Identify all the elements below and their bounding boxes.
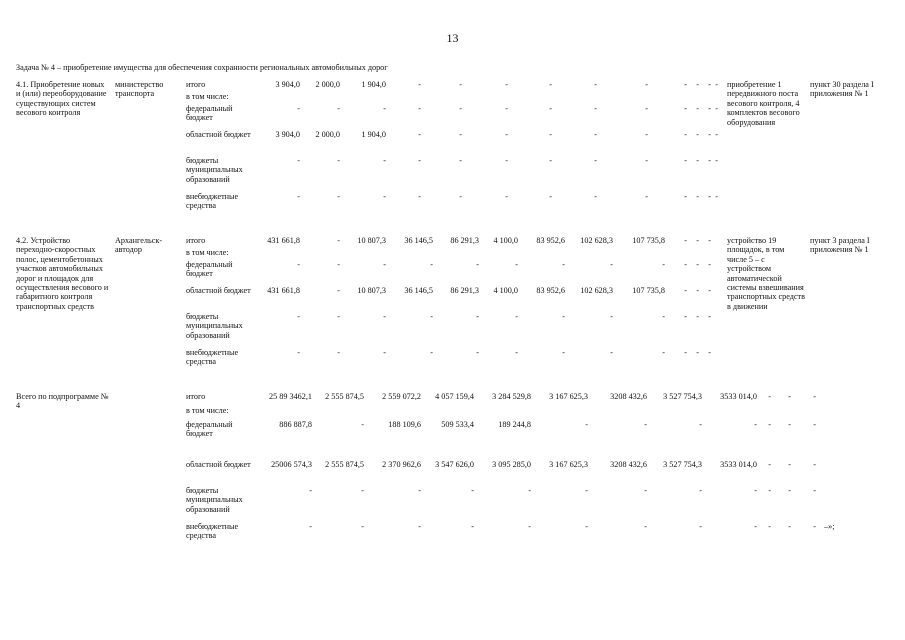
value-cell: - (696, 260, 699, 269)
value-cell: - (768, 420, 771, 429)
source-label: внебюджетные средства (186, 522, 239, 541)
value-cell: - (813, 460, 816, 469)
value-cell: - (297, 348, 300, 357)
value-cell: - (662, 348, 665, 357)
value-cell: - (476, 312, 479, 321)
value-cell: 3208 432,6 (610, 392, 647, 401)
value-cell: - (476, 348, 479, 357)
value-cell: - (361, 486, 364, 495)
value-cell: - (610, 348, 613, 357)
value-cell: - (696, 312, 699, 321)
value-cell: - (594, 80, 597, 89)
value-cell: 10 807,3 (357, 236, 386, 245)
value-cell: - (585, 522, 588, 531)
value-cell: - (696, 80, 699, 89)
value-cell: - (297, 260, 300, 269)
value-cell: - (696, 156, 699, 165)
value-cell: - (696, 104, 699, 113)
value-cell: - (768, 522, 771, 531)
value-cell: - (430, 312, 433, 321)
value-cell: - (813, 392, 816, 401)
section-link: пункт 3 раздела I приложения № 1 (810, 236, 870, 255)
value-cell: - (476, 260, 479, 269)
value-cell: - (361, 420, 364, 429)
value-cell: - (585, 420, 588, 429)
value-cell: - (699, 420, 702, 429)
value-cell: - (644, 486, 647, 495)
value-cell: - (788, 420, 791, 429)
value-cell: 102 628,3 (580, 286, 613, 295)
value-cell: - (684, 104, 687, 113)
value-cell: - (418, 80, 421, 89)
value-cell: 509 533,4 (441, 420, 474, 429)
source-label: бюджеты муниципальных образований (186, 486, 243, 514)
source-label: итого (186, 392, 206, 401)
value-cell: - (684, 312, 687, 321)
value-cell: 189 244,8 (498, 420, 531, 429)
source-label: бюджеты муниципальных образований (186, 156, 243, 184)
value-cell: - (594, 156, 597, 165)
page-number: 13 (446, 31, 459, 45)
source-label: областной бюджет (186, 460, 251, 469)
value-cell: - (471, 486, 474, 495)
source-label: федеральный бюджет (186, 260, 233, 279)
value-cell: - (549, 156, 552, 165)
value-cell: - (708, 156, 711, 165)
value-cell: - (528, 486, 531, 495)
value-cell: - (696, 130, 699, 139)
value-cell: 2 555 874,5 (325, 392, 364, 401)
value-cell: 1 904,0 (361, 80, 386, 89)
value-cell: - (549, 130, 552, 139)
value-cell: - (708, 286, 711, 295)
value-cell: - (515, 312, 518, 321)
value-cell: 3 167 625,3 (549, 392, 588, 401)
value-cell: 3 284 529,8 (492, 392, 531, 401)
value-cell: - (337, 104, 340, 113)
value-cell: - (528, 522, 531, 531)
value-cell: - (788, 486, 791, 495)
value-cell: 2 370 962,6 (382, 460, 421, 469)
value-cell: - (418, 486, 421, 495)
value-cell: - (788, 522, 791, 531)
source-label: в том числе: (186, 406, 229, 415)
value-cell: - (361, 522, 364, 531)
value-cell: - (684, 192, 687, 201)
section-title: Всего по подпрограмме № 4 (16, 392, 109, 411)
value-cell: 2 555 874,5 (325, 460, 364, 469)
section-title: 4.2. Устройство переходно-скоростных полос, цементобетонных участков автомобильных дорог и площадок для осуществления весового и габаритного контроля транспортных средств (16, 236, 109, 311)
closing-mark: –»; (824, 522, 835, 531)
value-cell: - (645, 130, 648, 139)
value-cell: - (715, 80, 718, 89)
value-cell: - (813, 522, 816, 531)
value-cell: 4 057 159,4 (435, 392, 474, 401)
value-cell: - (594, 192, 597, 201)
value-cell: 3533 014,0 (720, 460, 757, 469)
value-cell: - (562, 348, 565, 357)
value-cell: - (684, 80, 687, 89)
value-cell: - (699, 486, 702, 495)
section-result: устройство 19 площадок, в том числе 5 – с устройством автоматической системы взвешивания транспортных средств в движении (727, 236, 805, 311)
value-cell: 3533 014,0 (720, 392, 757, 401)
value-cell: - (505, 104, 508, 113)
value-cell: 107 735,8 (632, 236, 665, 245)
value-cell: - (337, 192, 340, 201)
value-cell: - (684, 260, 687, 269)
value-cell: - (696, 348, 699, 357)
value-cell: 3 904,0 (275, 130, 300, 139)
value-cell: - (383, 192, 386, 201)
section-link: пункт 30 раздела I приложения № 1 (810, 80, 874, 99)
value-cell: - (505, 80, 508, 89)
value-cell: 2 559 072,2 (382, 392, 421, 401)
value-cell: - (549, 192, 552, 201)
value-cell: - (505, 192, 508, 201)
value-cell: 36 146,5 (404, 286, 433, 295)
value-cell: - (645, 192, 648, 201)
value-cell: 25 89 3462,1 (269, 392, 312, 401)
value-cell: - (562, 260, 565, 269)
section-title: 4.1. Приобретение новых и (или) переоборудование существующих систем весового контроля (16, 80, 107, 118)
value-cell: 36 146,5 (404, 236, 433, 245)
value-cell: - (418, 156, 421, 165)
value-cell: 3 527 754,3 (663, 460, 702, 469)
value-cell: 25006 574,3 (271, 460, 312, 469)
value-cell: 886 887,8 (279, 420, 312, 429)
value-cell: - (459, 156, 462, 165)
value-cell: - (715, 156, 718, 165)
value-cell: - (430, 260, 433, 269)
value-cell: 3208 432,6 (610, 460, 647, 469)
value-cell: - (297, 192, 300, 201)
value-cell: - (788, 392, 791, 401)
value-cell: - (813, 420, 816, 429)
value-cell: - (337, 286, 340, 295)
value-cell: - (662, 260, 665, 269)
value-cell: - (471, 522, 474, 531)
value-cell: 3 527 754,3 (663, 392, 702, 401)
value-cell: - (309, 486, 312, 495)
value-cell: - (585, 486, 588, 495)
value-cell: - (459, 130, 462, 139)
value-cell: - (715, 192, 718, 201)
value-cell: - (594, 104, 597, 113)
value-cell: - (309, 522, 312, 531)
value-cell: 86 291,3 (450, 286, 479, 295)
value-cell: - (788, 460, 791, 469)
value-cell: - (708, 312, 711, 321)
value-cell: - (754, 522, 757, 531)
value-cell: - (610, 312, 613, 321)
value-cell: - (383, 348, 386, 357)
value-cell: - (297, 104, 300, 113)
value-cell: - (645, 104, 648, 113)
value-cell: - (696, 192, 699, 201)
value-cell: - (549, 80, 552, 89)
source-label: в том числе: (186, 248, 229, 257)
value-cell: - (459, 192, 462, 201)
task-title: Задача № 4 – приобретение имущества для обеспечения сохранности региональных автомобильных дорог (16, 63, 388, 72)
value-cell: - (562, 312, 565, 321)
value-cell: - (459, 104, 462, 113)
source-label: внебюджетные средства (186, 348, 239, 367)
value-cell: - (645, 80, 648, 89)
value-cell: - (549, 104, 552, 113)
value-cell: - (715, 130, 718, 139)
source-label: областной бюджет (186, 286, 251, 295)
value-cell: 10 807,3 (357, 286, 386, 295)
value-cell: - (708, 80, 711, 89)
value-cell: 4 100,0 (493, 236, 518, 245)
value-cell: - (708, 348, 711, 357)
value-cell: 107 735,8 (632, 286, 665, 295)
value-cell: - (337, 156, 340, 165)
value-cell: 431 661,8 (267, 236, 300, 245)
source-label: областной бюджет (186, 130, 251, 139)
value-cell: - (715, 104, 718, 113)
value-cell: 2 000,0 (315, 80, 340, 89)
value-cell: - (505, 130, 508, 139)
value-cell: - (418, 130, 421, 139)
value-cell: - (708, 260, 711, 269)
value-cell: 3 904,0 (275, 80, 300, 89)
value-cell: - (684, 286, 687, 295)
section-executor: министерство транспорта (115, 80, 164, 99)
value-cell: - (383, 104, 386, 113)
value-cell: - (418, 192, 421, 201)
source-label: бюджеты муниципальных образований (186, 312, 243, 340)
value-cell: - (337, 260, 340, 269)
value-cell: - (696, 236, 699, 245)
value-cell: - (708, 192, 711, 201)
value-cell: - (383, 260, 386, 269)
source-label: федеральный бюджет (186, 104, 233, 123)
value-cell: - (594, 130, 597, 139)
value-cell: - (696, 286, 699, 295)
value-cell: - (337, 312, 340, 321)
value-cell: - (645, 156, 648, 165)
value-cell: - (768, 392, 771, 401)
value-cell: 83 952,6 (536, 236, 565, 245)
value-cell: - (430, 348, 433, 357)
value-cell: - (699, 522, 702, 531)
value-cell: - (684, 130, 687, 139)
value-cell: - (418, 104, 421, 113)
value-cell: 3 547 626,0 (435, 460, 474, 469)
value-cell: - (754, 420, 757, 429)
value-cell: - (337, 236, 340, 245)
value-cell: - (708, 236, 711, 245)
value-cell: 83 952,6 (536, 286, 565, 295)
source-label: итого (186, 236, 206, 245)
value-cell: - (505, 156, 508, 165)
value-cell: - (684, 348, 687, 357)
value-cell: - (768, 460, 771, 469)
value-cell: 1 904,0 (361, 130, 386, 139)
value-cell: - (515, 260, 518, 269)
source-label: внебюджетные средства (186, 192, 239, 211)
value-cell: - (383, 312, 386, 321)
value-cell: 3 167 625,3 (549, 460, 588, 469)
value-cell: - (383, 156, 386, 165)
value-cell: - (610, 260, 613, 269)
value-cell: - (644, 522, 647, 531)
value-cell: - (708, 104, 711, 113)
value-cell: - (662, 312, 665, 321)
section-result: приобретение 1 передвижного поста весового контроля, 4 комплектов весового оборудования (727, 80, 800, 127)
value-cell: - (684, 156, 687, 165)
value-cell: - (754, 486, 757, 495)
value-cell: - (515, 348, 518, 357)
source-label: итого (186, 80, 206, 89)
value-cell: 431 661,8 (267, 286, 300, 295)
value-cell: - (684, 236, 687, 245)
value-cell: - (418, 522, 421, 531)
value-cell: 3 095 285,0 (492, 460, 531, 469)
source-label: федеральный бюджет (186, 420, 233, 439)
value-cell: - (297, 156, 300, 165)
source-label: в том числе: (186, 92, 229, 101)
value-cell: - (297, 312, 300, 321)
value-cell: 86 291,3 (450, 236, 479, 245)
value-cell: - (813, 486, 816, 495)
value-cell: 188 109,6 (388, 420, 421, 429)
value-cell: - (337, 348, 340, 357)
value-cell: 2 000,0 (315, 130, 340, 139)
value-cell: - (644, 420, 647, 429)
value-cell: - (459, 80, 462, 89)
value-cell: 4 100,0 (493, 286, 518, 295)
value-cell: 102 628,3 (580, 236, 613, 245)
value-cell: - (768, 486, 771, 495)
section-executor: Архангельск-автодор (115, 236, 163, 255)
value-cell: - (708, 130, 711, 139)
